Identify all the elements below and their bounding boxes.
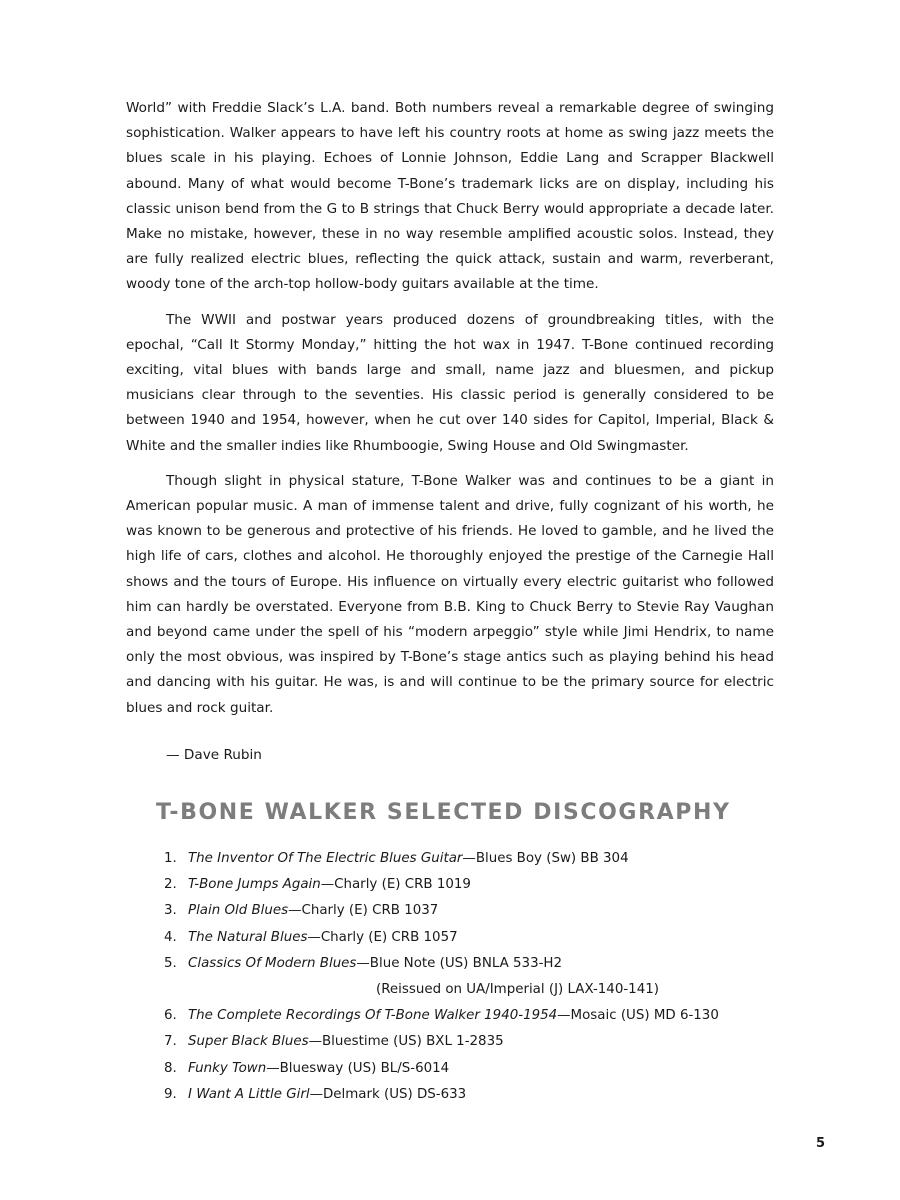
paragraph-1: World” with Freddie Slack’s L.A. band. Both numbers reveal a remarkable degree of swinging sophistication. Walker appears to have left his country roots at home as swing jazz meets the blues scale in his playing. Echoes of Lonnie Johnson, Eddie Lang and Scrapper Blackwell abound. Many of what would become T-Bone’s trademark licks are on display, including his classic unison bend from the G to B strings that Chuck Berry would appropriate a decade later. Make no mistake, however, these in no way resemble amplified acoustic solos. Instead, they are fully realized electric blues, reflecting the quick attack, sustain and warm, reverberant, woody tone of the arch-top hollow-body guitars available at the time. — [126, 100, 774, 293]
album-detail: —Bluestime (US) BXL 1-2835 — [308, 1034, 504, 1050]
item-number: 5. — [164, 955, 177, 971]
album-title: Funky Town — [188, 1060, 267, 1076]
article-body — [126, 96, 774, 763]
item-number: 3. — [164, 903, 177, 919]
album-detail: —Charly (E) CRB 1037 — [288, 903, 439, 919]
list-item — [164, 1003, 764, 1029]
author-signature: — Dave Rubin — [166, 746, 262, 763]
paragraph-2: The WWII and postwar years produced dozens of groundbreaking titles, with the epochal, “Call It Stormy Monday,” hitting the hot wax in 1947. T-Bone continued recording exciting, vital blues with bands large and small, name jazz and bluesmen, and pickup musicians clear through to the seventies. His classic period is generally considered to be between 1940 and 1954, however, when he cut over 140 sides for Capitol, Imperial, Black & White and the smaller indies like Rhumboogie, Swing House and Old Swingmaster. — [126, 311, 774, 454]
album-detail: —Charly (E) CRB 1019 — [320, 877, 471, 893]
list-item — [164, 925, 764, 951]
album-detail: —Blue Note (US) BNLA 533-H2 — [356, 955, 563, 971]
album-title: I Want A Little Girl — [188, 1086, 310, 1102]
item-number: 4. — [164, 929, 177, 945]
list-item — [164, 951, 764, 977]
list-item — [164, 846, 764, 872]
list-item — [164, 872, 764, 898]
album-title: T-Bone Jumps Again — [188, 877, 321, 893]
list-item — [164, 898, 764, 924]
album-detail: —Bluesway (US) BL/S-6014 — [266, 1060, 450, 1076]
item-number: 2. — [164, 877, 177, 893]
album-detail: —Mosaic (US) MD 6-130 — [557, 1008, 719, 1024]
album-detail: —Charly (E) CRB 1057 — [307, 929, 458, 945]
list-item — [164, 1029, 764, 1055]
item-number: 9. — [164, 1086, 177, 1102]
item-number: 6. — [164, 1008, 177, 1024]
list-item — [164, 1056, 764, 1082]
item-number: 8. — [164, 1060, 177, 1076]
reissue-note: (Reissued on UA/Imperial (J) LAX-140-141) — [376, 981, 659, 997]
album-title: Super Black Blues — [188, 1034, 309, 1050]
album-title: Classics Of Modern Blues — [188, 955, 357, 971]
page-number: 5 — [816, 1136, 826, 1151]
list-item — [164, 1082, 764, 1108]
album-title: The Complete Recordings Of T-Bone Walker 1940-1954 — [188, 1008, 558, 1024]
discography-heading: T-BONE WALKER SELECTED DISCOGRAPHY — [156, 800, 731, 825]
album-detail: —Delmark (US) DS-633 — [309, 1086, 467, 1102]
album-title: The Natural Blues — [188, 929, 308, 945]
discography-list — [164, 846, 764, 1108]
item-number: 1. — [164, 851, 177, 866]
album-title: The Inventor Of The Electric Blues Guitar — [188, 851, 463, 866]
album-detail: —Blues Boy (Sw) BB 304 — [462, 851, 629, 866]
paragraph-3: Though slight in physical stature, T-Bone Walker was and continues to be a giant in American popular music. A man of immense talent and drive, fully cognizant of his worth, he was known to be generous and protective of his friends. He loved to gamble, and he lived the high life of cars, clothes and alcohol. He thoroughly enjoyed the prestige of the Carnegie Hall shows and the tours of Europe. His influence on virtually every electric guitarist who followed him can hardly be overstated. Everyone from B.B. King to Chuck Berry to Stevie Ray Vaughan and beyond came under the spell of his “modern arpeggio” style while Jimi Hendrix, to name only the most obvious, was inspired by T-Bone’s stage antics such as playing behind his head and dancing with his guitar. He was, is and will continue to be the primary source for electric blues and rock guitar. — [126, 472, 774, 716]
album-title: Plain Old Blues — [188, 903, 289, 919]
item-number: 7. — [164, 1034, 177, 1050]
